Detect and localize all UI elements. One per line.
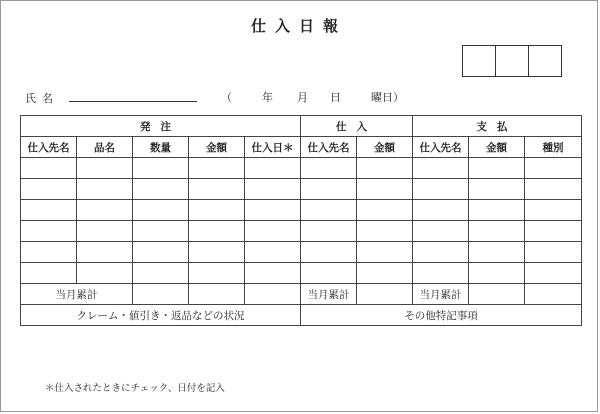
entry-cell[interactable] <box>469 242 525 263</box>
total-cell[interactable] <box>189 284 245 305</box>
entry-cell[interactable] <box>469 221 525 242</box>
entry-cell[interactable] <box>469 263 525 284</box>
year-label: 年 <box>262 91 273 104</box>
col-header-order-item: 品名 <box>77 137 133 158</box>
col-header-order-amount: 金額 <box>189 137 245 158</box>
section-payment: 支払 <box>413 116 582 137</box>
entry-cell[interactable] <box>301 158 357 179</box>
monthly-total-row <box>21 284 582 305</box>
entry-cell[interactable] <box>413 221 469 242</box>
entry-cell[interactable] <box>189 200 245 221</box>
column-header-row <box>21 137 582 158</box>
table-row <box>21 263 582 284</box>
col-header-order-supplier: 仕入先名 <box>21 137 77 158</box>
form-title: 仕入日報 <box>250 17 347 35</box>
entry-cell[interactable] <box>301 263 357 284</box>
entry-cell[interactable] <box>77 221 133 242</box>
section-header-row <box>21 116 582 137</box>
entry-cell[interactable] <box>133 179 189 200</box>
payment-total-label: 当月累計 <box>413 284 469 305</box>
entry-cell[interactable] <box>133 263 189 284</box>
purchase-total-label: 当月累計 <box>301 284 357 305</box>
total-cell[interactable] <box>357 284 413 305</box>
total-cell[interactable] <box>245 284 301 305</box>
table-row <box>21 242 582 263</box>
entry-cell[interactable] <box>413 263 469 284</box>
stamp-box[interactable] <box>495 45 529 77</box>
entry-cell[interactable] <box>245 179 301 200</box>
entry-cell[interactable] <box>525 200 582 221</box>
col-header-purchase-supplier: 仕入先名 <box>301 137 357 158</box>
entry-cell[interactable] <box>133 158 189 179</box>
remarks-row <box>21 305 582 326</box>
entry-cell[interactable] <box>189 221 245 242</box>
stamp-box[interactable] <box>462 45 496 77</box>
entry-cell[interactable] <box>189 158 245 179</box>
entry-cell[interactable] <box>469 158 525 179</box>
name-field[interactable] <box>69 89 197 102</box>
stamp-box[interactable] <box>528 45 562 77</box>
entry-cell[interactable] <box>21 263 77 284</box>
entry-cell[interactable] <box>77 158 133 179</box>
entry-cell[interactable] <box>525 263 582 284</box>
total-cell[interactable] <box>133 284 189 305</box>
other-remarks[interactable]: その他特記事項 <box>301 305 582 326</box>
entry-cell[interactable] <box>189 242 245 263</box>
entry-cell[interactable] <box>357 179 413 200</box>
entry-cell[interactable] <box>245 200 301 221</box>
entry-cell[interactable] <box>525 158 582 179</box>
col-header-order-purchase-date: 仕入日＊ <box>245 137 301 158</box>
entry-cell[interactable] <box>413 200 469 221</box>
entry-cell[interactable] <box>357 263 413 284</box>
entry-cell[interactable] <box>525 179 582 200</box>
entry-cell[interactable] <box>469 200 525 221</box>
entry-cell[interactable] <box>21 242 77 263</box>
entry-cell[interactable] <box>77 242 133 263</box>
entry-cell[interactable] <box>301 179 357 200</box>
entry-cell[interactable] <box>133 242 189 263</box>
footnote: ＊仕入されたときにチェック、日付を記入 <box>45 383 225 394</box>
col-header-purchase-amount: 金額 <box>357 137 413 158</box>
entry-cell[interactable] <box>77 263 133 284</box>
col-header-payment-type: 種別 <box>525 137 582 158</box>
entry-cell[interactable] <box>301 242 357 263</box>
weekday-label: 曜日） <box>371 91 404 104</box>
report-table <box>20 115 582 326</box>
entry-cell[interactable] <box>133 221 189 242</box>
entry-cell[interactable] <box>189 263 245 284</box>
entry-cell[interactable] <box>301 221 357 242</box>
entry-cell[interactable] <box>21 179 77 200</box>
entry-cell[interactable] <box>413 158 469 179</box>
entry-cell[interactable] <box>525 242 582 263</box>
table-row <box>21 200 582 221</box>
col-header-payment-supplier: 仕入先名 <box>413 137 469 158</box>
table-row <box>21 158 582 179</box>
total-cell[interactable] <box>525 284 582 305</box>
entry-rows <box>21 158 582 284</box>
entry-cell[interactable] <box>245 242 301 263</box>
name-row <box>25 89 197 106</box>
entry-cell[interactable] <box>413 179 469 200</box>
entry-cell[interactable] <box>21 158 77 179</box>
table-row <box>21 179 582 200</box>
entry-cell[interactable] <box>357 221 413 242</box>
col-header-order-quantity: 数量 <box>133 137 189 158</box>
table-row <box>21 221 582 242</box>
entry-cell[interactable] <box>245 221 301 242</box>
day-label: 日 <box>330 91 341 104</box>
entry-cell[interactable] <box>357 242 413 263</box>
section-order: 発注 <box>21 116 301 137</box>
entry-cell[interactable] <box>21 200 77 221</box>
date-row <box>221 89 404 105</box>
month-label: 月 <box>297 91 308 104</box>
entry-cell[interactable] <box>133 200 189 221</box>
entry-cell[interactable] <box>189 179 245 200</box>
entry-cell[interactable] <box>413 242 469 263</box>
approval-stamp-boxes <box>463 45 562 77</box>
order-total-label: 当月累計 <box>21 284 133 305</box>
entry-cell[interactable] <box>469 179 525 200</box>
total-cell[interactable] <box>469 284 525 305</box>
entry-cell[interactable] <box>77 200 133 221</box>
entry-cell[interactable] <box>357 158 413 179</box>
entry-cell[interactable] <box>77 179 133 200</box>
date-open-paren: （ <box>221 91 232 104</box>
col-header-payment-amount: 金額 <box>469 137 525 158</box>
section-purchase: 仕入 <box>301 116 413 137</box>
entry-cell[interactable] <box>525 221 582 242</box>
entry-cell[interactable] <box>245 263 301 284</box>
entry-cell[interactable] <box>357 200 413 221</box>
entry-cell[interactable] <box>21 221 77 242</box>
claims-remarks[interactable]: クレーム・値引き・返品などの状況 <box>21 305 301 326</box>
entry-cell[interactable] <box>301 200 357 221</box>
name-label: 氏名 <box>25 92 59 105</box>
entry-cell[interactable] <box>245 158 301 179</box>
